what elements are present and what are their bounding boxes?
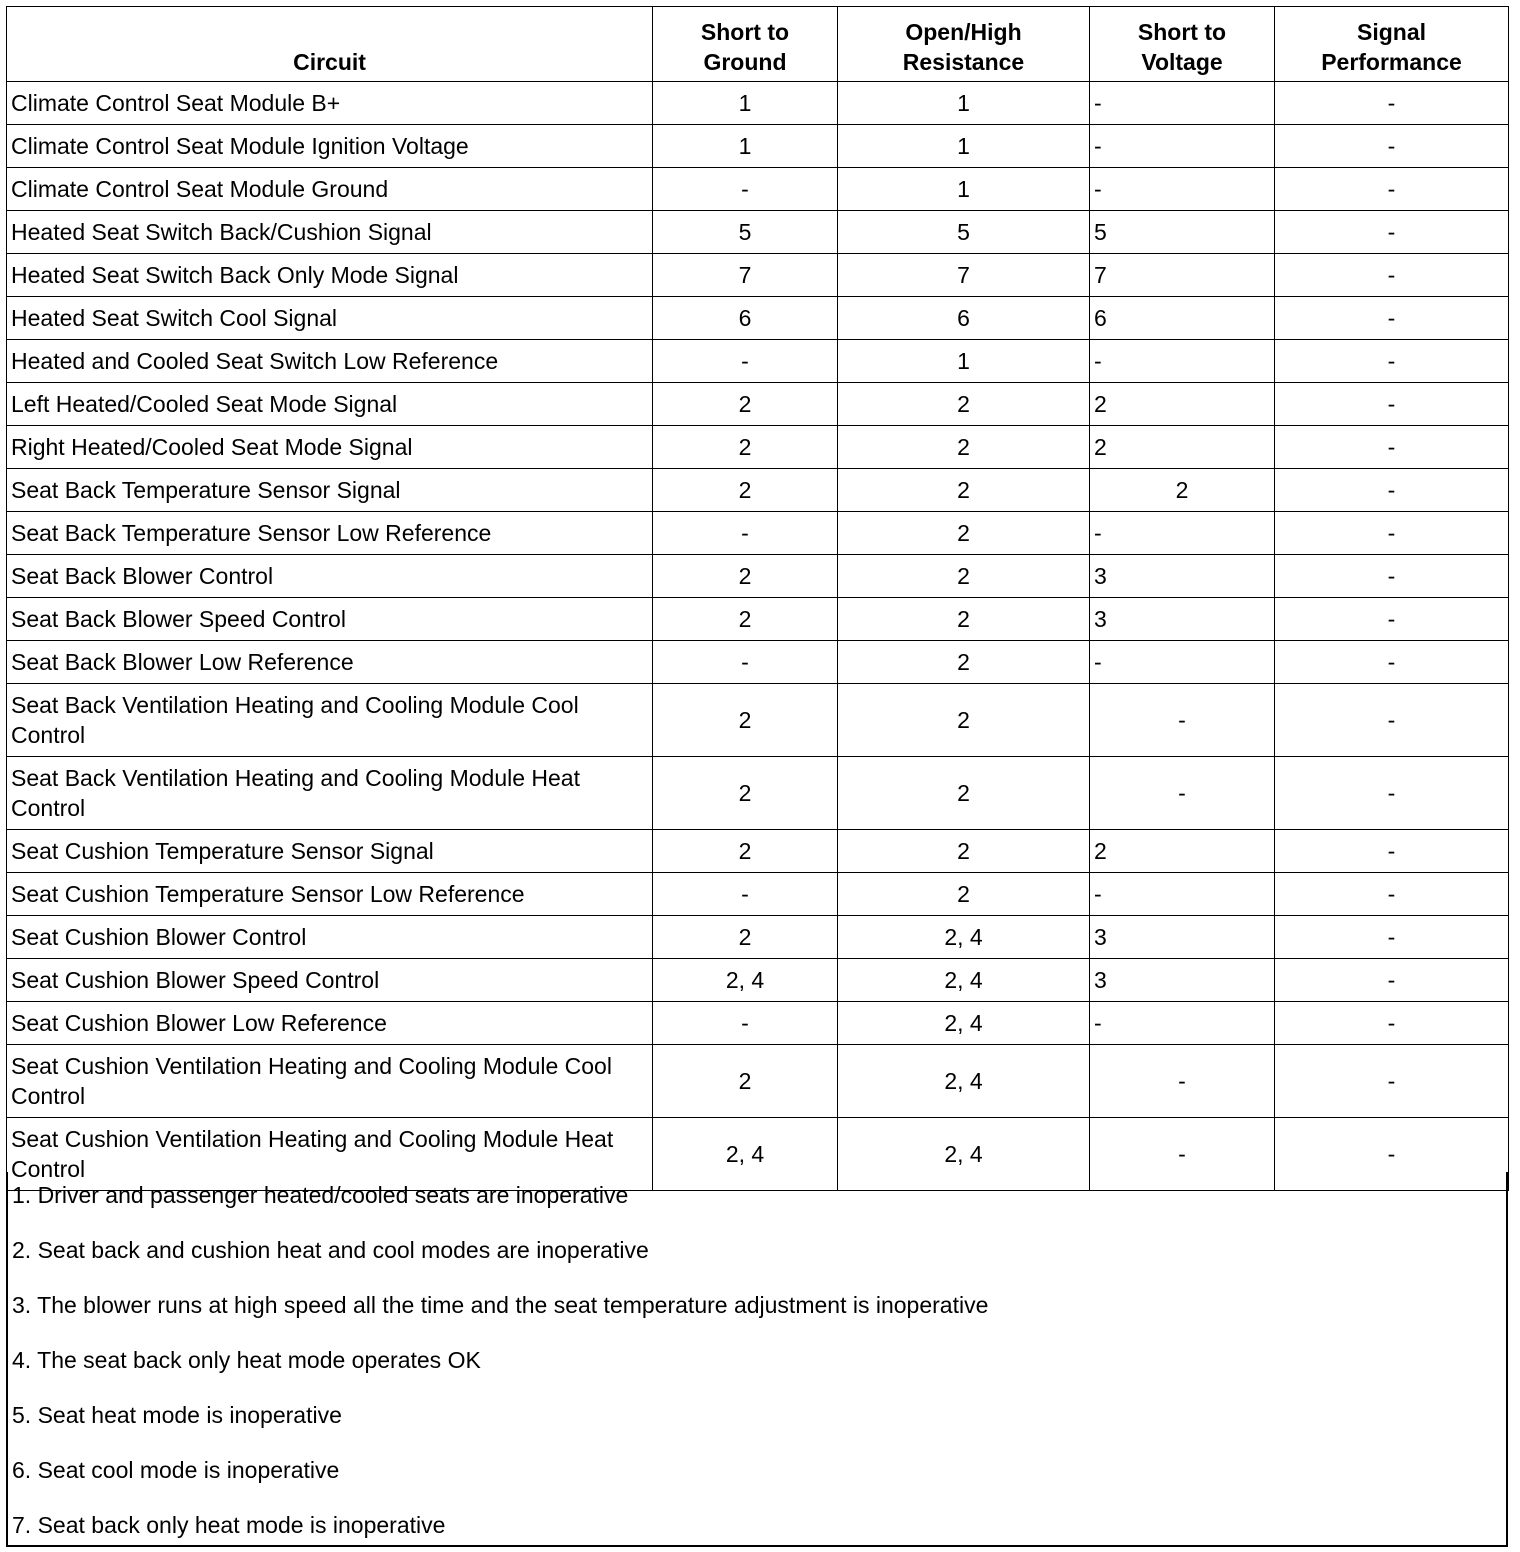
circuit-cell: Seat Back Ventilation Heating and Cooling Module Cool Control <box>7 684 653 757</box>
short-to-ground-cell: 2, 4 <box>653 1118 838 1191</box>
circuit-cell: Heated and Cooled Seat Switch Low Reference <box>7 340 653 383</box>
header-short-to-voltage: Short to Voltage <box>1090 7 1275 82</box>
open-high-resistance-cell: 1 <box>838 82 1090 125</box>
short-to-voltage-cell: - <box>1090 873 1275 916</box>
circuit-cell: Seat Back Blower Low Reference <box>7 641 653 684</box>
header-short-to-ground: Short to Ground <box>653 7 838 82</box>
circuit-cell: Seat Cushion Blower Low Reference <box>7 1002 653 1045</box>
short-to-voltage-cell: 2 <box>1090 383 1275 426</box>
open-high-resistance-cell: 2, 4 <box>838 1118 1090 1191</box>
short-to-voltage-cell: 2 <box>1090 469 1275 512</box>
table-row <box>7 1002 1509 1045</box>
short-to-ground-cell: 2 <box>653 684 838 757</box>
signal-performance-cell: - <box>1275 873 1509 916</box>
signal-performance-cell: - <box>1275 469 1509 512</box>
open-high-resistance-cell: 2 <box>838 426 1090 469</box>
circuit-cell: Left Heated/Cooled Seat Mode Signal <box>7 383 653 426</box>
signal-performance-cell: - <box>1275 959 1509 1002</box>
table-row <box>7 512 1509 555</box>
short-to-ground-cell: 2 <box>653 757 838 830</box>
table-row <box>7 469 1509 512</box>
open-high-resistance-cell: 1 <box>838 340 1090 383</box>
footnote-4: 4. The seat back only heat mode operates OK <box>12 1347 481 1373</box>
signal-performance-cell: - <box>1275 82 1509 125</box>
table-row <box>7 82 1509 125</box>
open-high-resistance-cell: 2 <box>838 684 1090 757</box>
circuit-cell: Seat Back Temperature Sensor Low Reference <box>7 512 653 555</box>
signal-performance-cell: - <box>1275 340 1509 383</box>
signal-performance-cell: - <box>1275 555 1509 598</box>
short-to-voltage-cell: 5 <box>1090 211 1275 254</box>
open-high-resistance-cell: 2 <box>838 383 1090 426</box>
short-to-ground-cell: 2 <box>653 598 838 641</box>
short-to-ground-cell: 2 <box>653 916 838 959</box>
signal-performance-cell: - <box>1275 598 1509 641</box>
footnote-7: 7. Seat back only heat mode is inoperative <box>12 1512 446 1538</box>
table-row <box>7 641 1509 684</box>
signal-performance-cell: - <box>1275 168 1509 211</box>
circuit-cell: Seat Back Blower Control <box>7 555 653 598</box>
short-to-ground-cell: 5 <box>653 211 838 254</box>
short-to-voltage-cell: - <box>1090 1045 1275 1118</box>
header-signal-performance: Signal Performance <box>1275 7 1509 82</box>
short-to-voltage-cell: 3 <box>1090 555 1275 598</box>
table-row <box>7 125 1509 168</box>
short-to-voltage-cell: 2 <box>1090 426 1275 469</box>
short-to-ground-cell: 7 <box>653 254 838 297</box>
signal-performance-cell: - <box>1275 830 1509 873</box>
table-row <box>7 873 1509 916</box>
circuit-cell: Seat Cushion Blower Control <box>7 916 653 959</box>
table-row <box>7 684 1509 757</box>
open-high-resistance-cell: 6 <box>838 297 1090 340</box>
table-row <box>7 340 1509 383</box>
table-row <box>7 168 1509 211</box>
open-high-resistance-cell: 1 <box>838 125 1090 168</box>
short-to-ground-cell: 1 <box>653 82 838 125</box>
short-to-voltage-cell: 3 <box>1090 916 1275 959</box>
circuit-cell: Seat Back Blower Speed Control <box>7 598 653 641</box>
open-high-resistance-cell: 2 <box>838 512 1090 555</box>
open-high-resistance-cell: 1 <box>838 168 1090 211</box>
short-to-voltage-cell: - <box>1090 82 1275 125</box>
short-to-ground-cell: - <box>653 1002 838 1045</box>
circuit-cell: Climate Control Seat Module B+ <box>7 82 653 125</box>
short-to-voltage-cell: - <box>1090 684 1275 757</box>
footnote-1: 1. Driver and passenger heated/cooled seats are inoperative <box>12 1182 629 1208</box>
short-to-voltage-cell: 7 <box>1090 254 1275 297</box>
open-high-resistance-cell: 2 <box>838 598 1090 641</box>
table-row <box>7 555 1509 598</box>
signal-performance-cell: - <box>1275 426 1509 469</box>
open-high-resistance-cell: 2 <box>838 757 1090 830</box>
circuit-cell: Heated Seat Switch Back Only Mode Signal <box>7 254 653 297</box>
short-to-ground-cell: - <box>653 873 838 916</box>
circuit-cell: Right Heated/Cooled Seat Mode Signal <box>7 426 653 469</box>
short-to-ground-cell: - <box>653 340 838 383</box>
short-to-ground-cell: - <box>653 512 838 555</box>
open-high-resistance-cell: 2, 4 <box>838 916 1090 959</box>
footnote-3: 3. The blower runs at high speed all the time and the seat temperature adjustment is inoperative <box>12 1292 989 1318</box>
table-row <box>7 297 1509 340</box>
short-to-voltage-cell: 3 <box>1090 959 1275 1002</box>
short-to-ground-cell: 2 <box>653 426 838 469</box>
short-to-voltage-cell: 3 <box>1090 598 1275 641</box>
signal-performance-cell: - <box>1275 1045 1509 1118</box>
signal-performance-cell: - <box>1275 211 1509 254</box>
open-high-resistance-cell: 2 <box>838 641 1090 684</box>
circuit-cell: Climate Control Seat Module Ignition Voltage <box>7 125 653 168</box>
short-to-ground-cell: 2, 4 <box>653 959 838 1002</box>
short-to-voltage-cell: - <box>1090 512 1275 555</box>
table-row <box>7 757 1509 830</box>
short-to-voltage-cell: - <box>1090 168 1275 211</box>
circuit-cell: Heated Seat Switch Back/Cushion Signal <box>7 211 653 254</box>
short-to-ground-cell: 2 <box>653 830 838 873</box>
short-to-voltage-cell: - <box>1090 340 1275 383</box>
short-to-ground-cell: 2 <box>653 469 838 512</box>
header-circuit: Circuit <box>7 7 653 82</box>
open-high-resistance-cell: 2, 4 <box>838 959 1090 1002</box>
open-high-resistance-cell: 5 <box>838 211 1090 254</box>
open-high-resistance-cell: 2 <box>838 555 1090 598</box>
signal-performance-cell: - <box>1275 125 1509 168</box>
open-high-resistance-cell: 2, 4 <box>838 1002 1090 1045</box>
footnote-2: 2. Seat back and cushion heat and cool modes are inoperative <box>12 1237 649 1263</box>
circuit-diagnostic-table <box>6 6 1509 1191</box>
signal-performance-cell: - <box>1275 684 1509 757</box>
signal-performance-cell: - <box>1275 757 1509 830</box>
table-row <box>7 959 1509 1002</box>
short-to-ground-cell: - <box>653 168 838 211</box>
circuit-cell: Seat Cushion Temperature Sensor Signal <box>7 830 653 873</box>
signal-performance-cell: - <box>1275 297 1509 340</box>
table-row <box>7 211 1509 254</box>
circuit-cell: Seat Back Ventilation Heating and Cooling Module Heat Control <box>7 757 653 830</box>
open-high-resistance-cell: 7 <box>838 254 1090 297</box>
short-to-voltage-cell: 2 <box>1090 830 1275 873</box>
short-to-ground-cell: 2 <box>653 1045 838 1118</box>
table-header <box>7 7 1509 82</box>
circuit-cell: Seat Cushion Ventilation Heating and Cooling Module Heat Control <box>7 1118 653 1191</box>
table-row <box>7 598 1509 641</box>
open-high-resistance-cell: 2 <box>838 873 1090 916</box>
circuit-cell: Seat Back Temperature Sensor Signal <box>7 469 653 512</box>
table-row <box>7 1045 1509 1118</box>
signal-performance-cell: - <box>1275 1002 1509 1045</box>
footnote-6: 6. Seat cool mode is inoperative <box>12 1457 340 1483</box>
short-to-ground-cell: 1 <box>653 125 838 168</box>
signal-performance-cell: - <box>1275 1118 1509 1191</box>
table-row <box>7 916 1509 959</box>
table-row <box>7 426 1509 469</box>
short-to-voltage-cell: - <box>1090 1118 1275 1191</box>
short-to-ground-cell: 2 <box>653 555 838 598</box>
short-to-ground-cell: 2 <box>653 383 838 426</box>
circuit-cell: Seat Cushion Blower Speed Control <box>7 959 653 1002</box>
circuit-cell: Climate Control Seat Module Ground <box>7 168 653 211</box>
signal-performance-cell: - <box>1275 916 1509 959</box>
footnote-5: 5. Seat heat mode is inoperative <box>12 1402 342 1428</box>
short-to-ground-cell: - <box>653 641 838 684</box>
header-open-high-resistance: Open/High Resistance <box>838 7 1090 82</box>
short-to-voltage-cell: - <box>1090 641 1275 684</box>
signal-performance-cell: - <box>1275 512 1509 555</box>
signal-performance-cell: - <box>1275 254 1509 297</box>
footnotes <box>6 1172 1508 1547</box>
short-to-voltage-cell: - <box>1090 1002 1275 1045</box>
circuit-cell: Heated Seat Switch Cool Signal <box>7 297 653 340</box>
table-row <box>7 383 1509 426</box>
short-to-ground-cell: 6 <box>653 297 838 340</box>
short-to-voltage-cell: - <box>1090 125 1275 168</box>
open-high-resistance-cell: 2 <box>838 469 1090 512</box>
signal-performance-cell: - <box>1275 641 1509 684</box>
open-high-resistance-cell: 2 <box>838 830 1090 873</box>
signal-performance-cell: - <box>1275 383 1509 426</box>
table-row <box>7 254 1509 297</box>
short-to-voltage-cell: - <box>1090 757 1275 830</box>
circuit-cell: Seat Cushion Temperature Sensor Low Reference <box>7 873 653 916</box>
short-to-voltage-cell: 6 <box>1090 297 1275 340</box>
table-row <box>7 830 1509 873</box>
open-high-resistance-cell: 2, 4 <box>838 1045 1090 1118</box>
circuit-cell: Seat Cushion Ventilation Heating and Cooling Module Cool Control <box>7 1045 653 1118</box>
